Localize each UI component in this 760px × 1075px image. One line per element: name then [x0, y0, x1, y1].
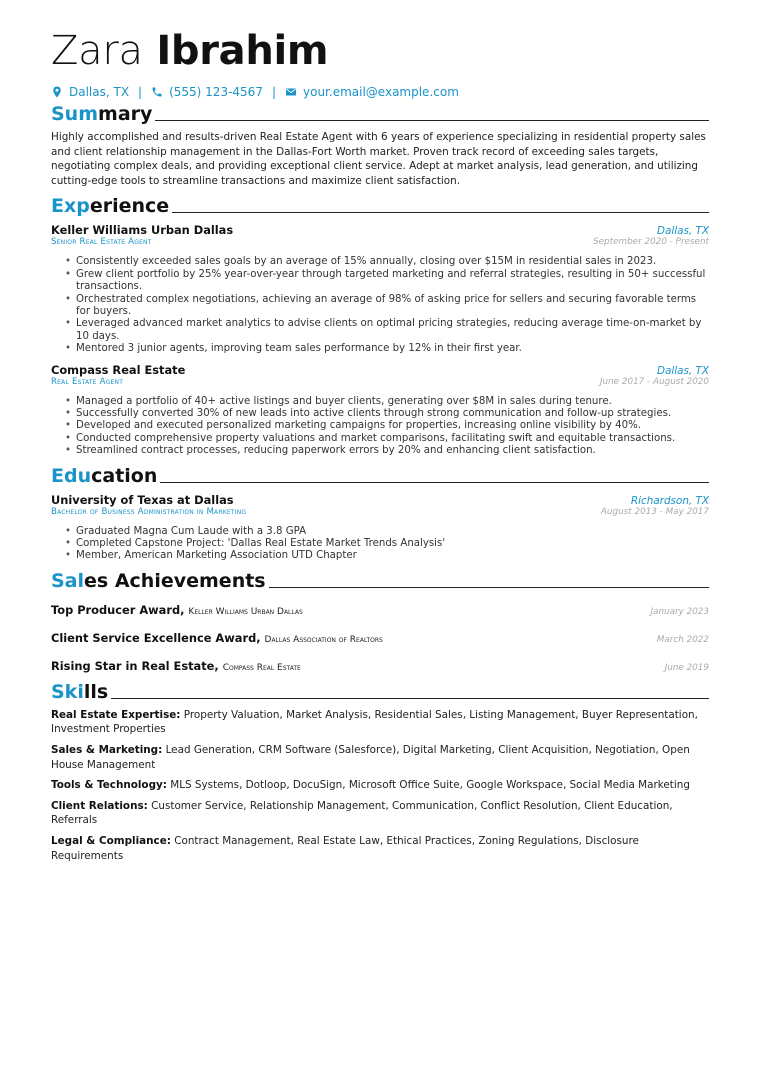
- section-title: Experience: [51, 195, 170, 218]
- job-dates: June 2017 - August 2020: [599, 376, 709, 387]
- section-title: Education: [51, 464, 158, 487]
- phone-text: (555) 123-4567: [169, 85, 263, 99]
- skill-label: Client Relations:: [51, 799, 148, 812]
- candidate-name: [51, 26, 709, 76]
- contact-separator: |: [271, 85, 276, 99]
- map-pin-icon: [51, 86, 63, 98]
- section-title: Summary: [51, 103, 153, 125]
- skill-label: Sales & Marketing:: [51, 744, 163, 757]
- award-date: January 2023: [650, 606, 709, 617]
- employer-location: Dallas, TX: [657, 225, 709, 238]
- skill-row: [51, 778, 709, 793]
- last-name: Ibrahim: [156, 28, 329, 74]
- job-dates: September 2020 - Present: [593, 237, 709, 248]
- employer-name: Keller Williams Urban Dallas: [51, 223, 234, 238]
- education-entry: [51, 493, 709, 563]
- employer-name: Compass Real Estate: [51, 362, 186, 377]
- award-issuer: Dallas Association of Realtors: [264, 634, 383, 645]
- school-name: University of Texas at Dallas: [51, 492, 234, 507]
- skill-row: [51, 743, 709, 772]
- section-divider: [111, 698, 709, 699]
- skill-value: MLS Systems, Dotloop, DocuSign, Microsoft Office Suite, Google Workspace, Social Media Marketing: [170, 779, 690, 792]
- award-date: March 2022: [656, 634, 709, 645]
- bullet-list: [51, 256, 709, 355]
- list-item: • Member, American Marketing Association UTD Chapter: [65, 550, 709, 562]
- summary-text: Highly accomplished and results-driven Real Estate Agent with 6 years of experience specializing in residential property sales and client relationship management in the Dallas-Fort Worth market. Proven track record of exceeding sales targets, negotiating complex deals, and providing exceptional client service. Adept at market analysis, lead generation, and utilizing cutting-edge tools to streamline transactions and maximize client satisfaction.: [51, 131, 706, 187]
- skill-value: Lead Generation, CRM Software (Salesforce), Digital Marketing, Client Acquisition, Negotiation, Open House Management: [51, 744, 690, 771]
- skills-heading: [51, 680, 709, 704]
- skill-row: [51, 834, 709, 863]
- contact-phone[interactable]: [151, 85, 263, 99]
- list-item: • Completed Capstone Project: 'Dallas Real Estate Market Trends Analysis': [65, 538, 709, 550]
- achievement-item: Client Service Excellence Award, Dallas Association of Realtors March 2022: [51, 630, 709, 645]
- school-dates: August 2013 - May 2017: [600, 506, 709, 517]
- contact-location: [51, 85, 129, 99]
- section-title: Sales Achievements: [51, 569, 266, 592]
- skill-value: Property Valuation, Market Analysis, Residential Sales, Listing Management, Buyer Representation, Investment Properties: [51, 708, 698, 736]
- award-title: Top Producer Award: [51, 602, 181, 617]
- list-item: • Orchestrated complex negotiations, achieving an average of 98% of asking price for sellers and securing favorable terms for buyers.: [65, 294, 709, 319]
- job-title: Senior Real Estate Agent: [51, 237, 152, 248]
- award-title: Rising Star in Real Estate: [51, 658, 215, 673]
- skill-label: Real Estate Expertise:: [51, 708, 181, 721]
- list-item: • Successfully converted 30% of new leads into active clients through strong communication and follow-up strategies.: [65, 408, 709, 420]
- summary-heading: [51, 102, 709, 126]
- skill-label: Legal & Compliance:: [51, 835, 171, 848]
- employer-location: Dallas, TX: [657, 364, 709, 377]
- bullet-list: [51, 526, 709, 563]
- list-item: • Streamlined contract processes, reducing paperwork errors by 20% and enhancing client satisfaction.: [65, 445, 709, 457]
- bullet-list: [51, 396, 709, 458]
- section-divider: [160, 482, 709, 483]
- experience-entry: [51, 363, 709, 458]
- award-issuer: Keller Williams Urban Dallas: [188, 606, 303, 617]
- job-title: Real Estate Agent: [51, 376, 124, 387]
- list-item: • Conducted comprehensive property valuations and market comparisons, facilitating swift and equitable transactions.: [65, 433, 709, 445]
- award-title: Client Service Excellence Award: [51, 630, 257, 645]
- section-divider: [172, 212, 709, 213]
- list-item: • Graduated Magna Cum Laude with a 3.8 GPA: [65, 526, 709, 538]
- envelope-icon: [285, 86, 297, 98]
- award-issuer: Compass Real Estate: [222, 662, 301, 673]
- section-divider: [155, 120, 709, 121]
- skill-value: Contract Management, Real Estate Law, Ethical Practices, Zoning Regulations, Disclosure Requirements: [51, 835, 639, 862]
- first-name: Zara: [51, 28, 143, 74]
- experience-heading: [51, 194, 709, 218]
- list-item: • Leveraged advanced market analytics to advise clients on optimal pricing strategies, reducing average time-on-market by 10 days.: [65, 318, 709, 343]
- experience-entry: [51, 223, 709, 355]
- list-item: • Grew client portfolio by 25% year-over-year through targeted marketing and referral strategies, resulting in 50+ successful transactions.: [65, 269, 709, 294]
- section-divider: [269, 587, 709, 588]
- education-heading: [51, 464, 709, 488]
- contact-email[interactable]: [285, 85, 459, 99]
- degree-title: Bachelor of Business Administration in Marketing: [51, 506, 247, 517]
- contact-separator: |: [138, 85, 143, 99]
- skill-row: [51, 799, 709, 828]
- list-item: • Managed a portfolio of 40+ active listings and buyer clients, generating over $8M in sales during tenure.: [65, 396, 709, 408]
- school-location: Richardson, TX: [630, 494, 709, 507]
- section-title: Skills: [51, 680, 109, 703]
- achievement-item: Top Producer Award, Keller Williams Urban Dallas January 2023: [51, 602, 709, 617]
- location-text: Dallas, TX: [69, 85, 130, 99]
- email-text: your.email@example.com: [303, 85, 459, 99]
- list-item: • Mentored 3 junior agents, improving team sales performance by 12% in their first year.: [65, 343, 709, 355]
- skill-row: [51, 708, 709, 737]
- list-item: • Consistently exceeded sales goals by an average of 15% annually, closing over $15M in residential sales in 2023.: [65, 256, 709, 268]
- award-date: June 2019: [664, 662, 709, 673]
- skill-label: Tools & Technology:: [51, 779, 167, 792]
- achievements-heading: [51, 569, 709, 593]
- contact-info: [51, 85, 709, 99]
- skill-value: Customer Service, Relationship Management, Communication, Conflict Resolution, Client Education, Referrals: [51, 799, 673, 827]
- phone-icon: [151, 86, 163, 98]
- list-item: • Developed and executed personalized marketing campaigns for properties, increasing online visibility by 40%.: [65, 420, 709, 432]
- achievement-item: Rising Star in Real Estate, Compass Real Estate June 2019: [51, 658, 709, 673]
